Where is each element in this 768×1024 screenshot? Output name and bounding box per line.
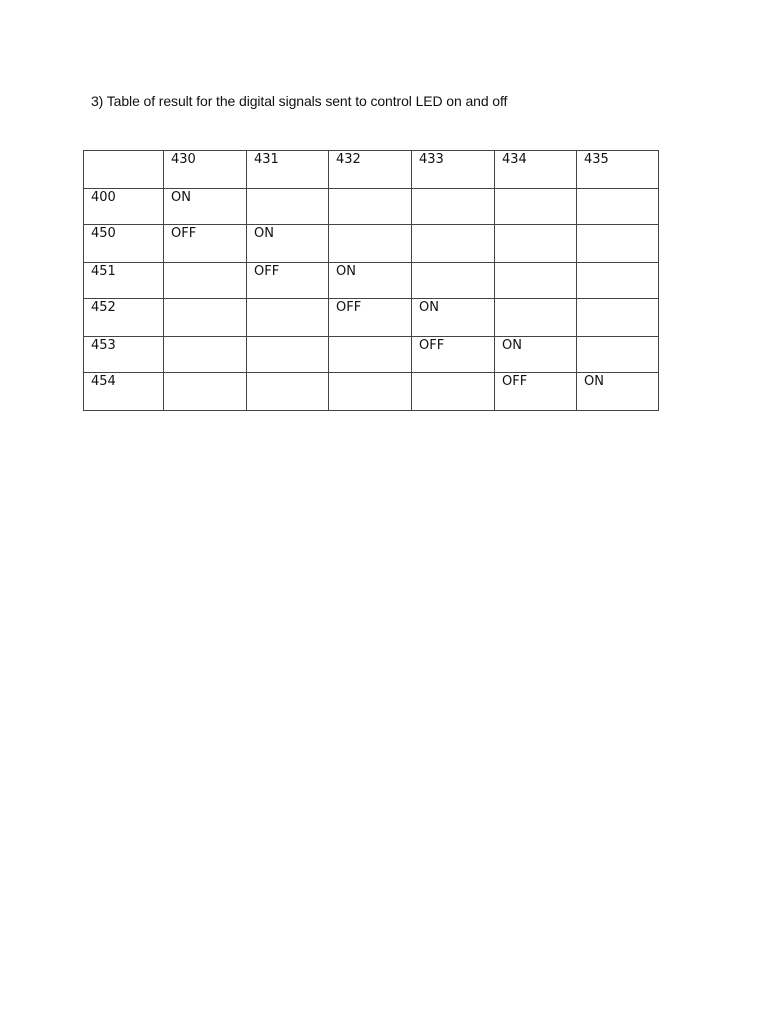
- header-cell-435: 435: [577, 151, 659, 189]
- table-caption: 3) Table of result for the digital signals sent to control LED on and off: [91, 93, 508, 109]
- table-cell: [495, 189, 577, 225]
- header-cell-433: 433: [412, 151, 495, 189]
- table-cell: ON: [577, 373, 659, 411]
- table-cell: [577, 263, 659, 299]
- table-cell: [164, 263, 247, 299]
- header-cell-430: 430: [164, 151, 247, 189]
- table-cell: [577, 299, 659, 337]
- table-row: [84, 373, 659, 411]
- table-cell: ON: [329, 263, 412, 299]
- table-cell: ON: [164, 189, 247, 225]
- table-cell: [412, 189, 495, 225]
- table-row: [84, 337, 659, 373]
- table-cell: [412, 263, 495, 299]
- table-cell: ON: [247, 225, 329, 263]
- header-cell-corner: [84, 151, 164, 189]
- table-cell: [247, 189, 329, 225]
- table-cell: [164, 337, 247, 373]
- table-row: [84, 225, 659, 263]
- table-cell: OFF: [495, 373, 577, 411]
- table-cell: [495, 299, 577, 337]
- table-cell: [495, 263, 577, 299]
- table-cell: ON: [412, 299, 495, 337]
- table-cell: [329, 189, 412, 225]
- row-label-cell: 453: [84, 337, 164, 373]
- table-cell: [164, 373, 247, 411]
- table-cell: [247, 299, 329, 337]
- table-row: [84, 263, 659, 299]
- table-cell: OFF: [247, 263, 329, 299]
- table-row: [84, 299, 659, 337]
- table-cell: OFF: [164, 225, 247, 263]
- header-cell-432: 432: [329, 151, 412, 189]
- header-cell-434: 434: [495, 151, 577, 189]
- table-cell: [329, 225, 412, 263]
- table-cell: [247, 337, 329, 373]
- table-cell: OFF: [329, 299, 412, 337]
- table-cell: [164, 299, 247, 337]
- table-cell: [495, 225, 577, 263]
- table-cell: [412, 225, 495, 263]
- table-cell: [329, 337, 412, 373]
- table-cell: [412, 373, 495, 411]
- table-header-row: [84, 151, 659, 189]
- table-cell: ON: [495, 337, 577, 373]
- table-cell: [329, 373, 412, 411]
- row-label-cell: 452: [84, 299, 164, 337]
- header-cell-431: 431: [247, 151, 329, 189]
- table-cell: [247, 373, 329, 411]
- table-cell: OFF: [412, 337, 495, 373]
- table-cell: [577, 189, 659, 225]
- row-label-cell: 400: [84, 189, 164, 225]
- row-label-cell: 454: [84, 373, 164, 411]
- led-signal-table: [83, 150, 659, 411]
- row-label-cell: 451: [84, 263, 164, 299]
- table-cell: [577, 225, 659, 263]
- row-label-cell: 450: [84, 225, 164, 263]
- table-cell: [577, 337, 659, 373]
- table-row: [84, 189, 659, 225]
